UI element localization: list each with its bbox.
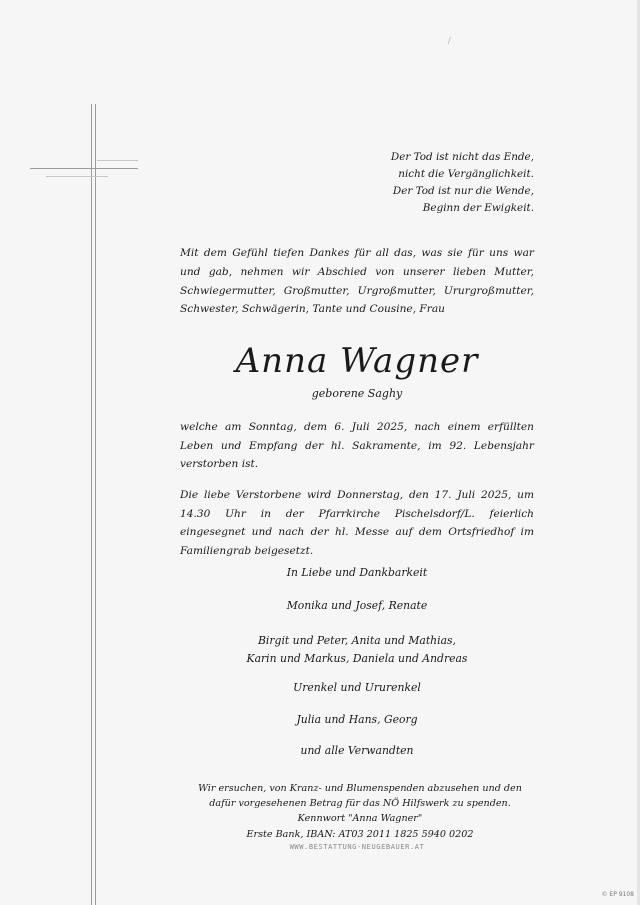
intro-paragraph: Mit dem Gefühl tiefen Dankes für all das, was sie für uns war und gab, nehmen wir Abschied von unserer lieben Mutter, Schwiegermutter, Großmutter, Urgroßmutter, Ururgroßmutter, Schwester, Schwägerin, Tante und Cousine, Frau [180,247,534,316]
website-link[interactable]: WWW.BESTATTUNG-NEUGEBAUER.AT [289,843,425,851]
donation-note [150,781,570,842]
quote-line: Der Tod ist nur die Wende, [392,185,534,197]
bank-details: Erste Bank, IBAN: AT03 2011 1825 5940 0202 [246,828,474,840]
quote-line: nicht die Vergänglichkeit. [398,168,534,180]
memorial-quote [391,149,534,217]
mourners-children: Monika und Josef, Renate [286,599,428,612]
closing-line: In Liebe und Dankbarkeit [286,566,428,579]
funeral-paragraph: Die liebe Verstorbene wird Donnerstag, den 17. Juli 2025, um 14.30 Uhr in der Pfarrkirche Pischelsdorf/L. feierlich eingesegnet und nach der hl. Messe auf dem Ortsfriedhof im Familiengrab beigesetzt. [180,489,534,557]
deceased-name: Anna Wagner [235,341,479,381]
donation-line: Wir ersuchen, von Kranz- und Blumenspenden abzusehen und den [198,783,522,794]
mourners-great-grandchildren: Urenkel und Ururenkel [293,681,421,694]
donation-line: dafür vorgesehenen Betrag für das NÖ Hilfswerk zu spenden. [209,798,511,810]
death-paragraph: welche am Sonntag, dem 6. Juli 2025, nach einem erfüllten Leben und Empfang der hl. Sakramente, im 92. Lebensjahr verstorben ist. [180,421,534,470]
mourners-siblings: Julia und Hans, Georg [296,713,418,726]
donation-keyword: Kennwort "Anna Wagner" [297,813,423,825]
copyright-note: © EP 9108 [601,891,634,898]
mourners-grandchildren: Birgit und Peter, Anita und Mathias, [258,634,456,647]
quote-line: Beginn der Ewigkeit. [422,202,534,214]
quote-line: Der Tod ist nicht das Ende, [390,151,534,163]
dust-mark: / [448,36,451,45]
maiden-name: geborene Saghy [311,387,403,400]
mourners-grandchildren: Karin und Markus, Daniela und Andreas [246,652,468,665]
mourners-relatives: und alle Verwandten [300,744,414,757]
